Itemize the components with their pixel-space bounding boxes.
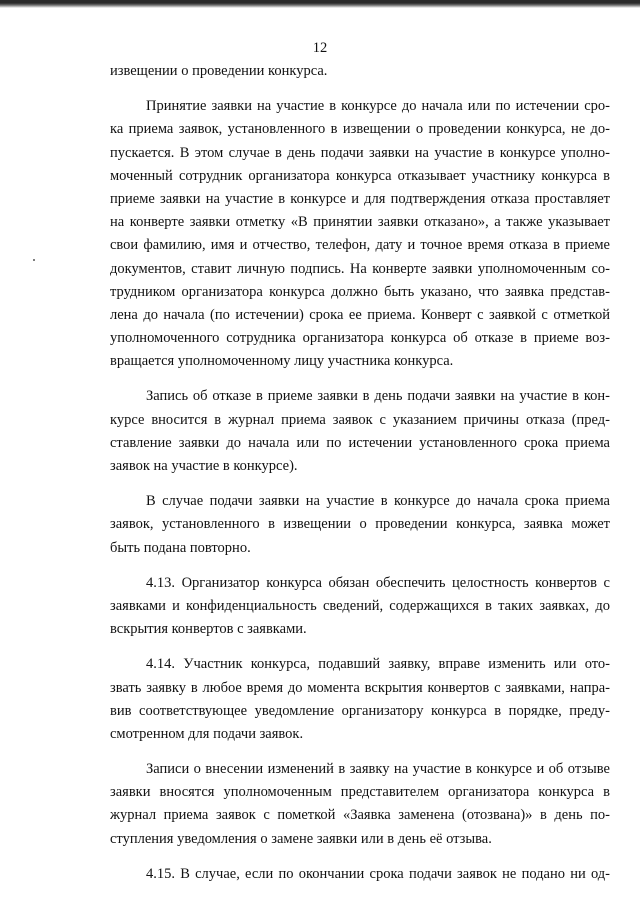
- paragraph: [110, 758, 610, 851]
- text-line: на конверте заявки отметку «В принятии заявки отказано», а также указывает: [110, 214, 610, 231]
- text-line: быть подана повторно.: [110, 539, 251, 556]
- paragraph: [110, 60, 610, 83]
- text-line: вскрытия конвертов с заявками.: [110, 621, 307, 638]
- paragraph: [110, 572, 610, 642]
- paragraph: [110, 653, 610, 746]
- paragraph: [110, 95, 610, 373]
- paragraph: [110, 490, 610, 560]
- text-line: Запись об отказе в приеме заявки в день подачи заявки на участие в кон-: [146, 388, 610, 405]
- text-line: заявки вносятся уполномоченным представителем организатора конкурса в: [110, 784, 610, 801]
- text-line: пускается. В этом случае в день подачи заявки на участие в конкурсе уполно-: [110, 144, 610, 161]
- text-line: Принятие заявки на участие в конкурсе до начала или по истечении сро-: [146, 98, 610, 115]
- text-line: ступления уведомления о замене заявки или в день её отзыва.: [110, 830, 492, 847]
- paragraph: [110, 385, 610, 478]
- text-line: смотренном для подачи заявок.: [110, 725, 304, 742]
- page-number: 12: [312, 40, 328, 56]
- text-line: заявками и конфиденциальность сведений, содержащихся в таких заявках, до: [110, 597, 610, 614]
- text-line: приеме заявки на участие в конкурсе и для подтверждения отказа проставляет: [110, 190, 610, 207]
- text-line: вращается уполномоченному лицу участника конкурса.: [110, 353, 454, 370]
- paragraph: [110, 863, 610, 886]
- text-line: Записи о внесении изменений в заявку на участие в конкурсе и об отзыве: [146, 761, 610, 778]
- text-line: ставление заявки до начала или по истечении установленного срока приема: [110, 434, 610, 451]
- text-line: журнал приема заявок с пометкой «Заявка заменена (отозвана)» в день по-: [110, 807, 610, 824]
- text-line: заявок, установленного в извещении о проведении конкурса, заявка может: [110, 516, 610, 533]
- text-line: свои фамилию, имя и отчество, телефон, дату и точное время отказа в приеме: [110, 237, 610, 254]
- text-line: моченный сотрудник организатора конкурса отказывает участнику конкурса в: [110, 167, 610, 184]
- text-line: 4.13. Организатор конкурса обязан обеспечить целостность конвертов с: [146, 574, 610, 591]
- text-line: 4.15. В случае, если по окончании срока подачи заявок не подано ни од-: [146, 865, 610, 882]
- text-line: извещении о проведении конкурса.: [110, 63, 328, 79]
- document-body: [110, 60, 610, 886]
- text-line: ка приема заявок, установленного в извещении о проведении конкурса, не до-: [110, 121, 610, 138]
- text-line: уполномоченного сотрудника организатора конкурса об отказе в приеме воз-: [110, 330, 610, 347]
- text-line: документов, ставит личную подпись. На конверте заявки уполномоченным со-: [110, 260, 610, 277]
- scan-speck: [33, 259, 35, 261]
- text-line: заявок на участие в конкурсе).: [110, 458, 298, 474]
- text-line: трудником организатора конкурса должно быть указано, что заявка представ-: [110, 283, 610, 300]
- text-line: курсе вносится в журнал приема заявок с указанием причины отказа (пред-: [110, 411, 610, 428]
- text-line: звать заявку в любое время до момента вскрытия конвертов с заявками, напра-: [110, 679, 610, 696]
- text-line: вив соответствующее уведомление организатору конкурса в порядке, преду-: [110, 702, 610, 719]
- text-line: В случае подачи заявки на участие в конкурсе до начала срока приема: [146, 493, 610, 510]
- top-border-line: [0, 0, 640, 8]
- text-line: лена до начала (по истечении) срока ее приема. Конверт с заявкой с отметкой: [110, 306, 610, 323]
- text-line: 4.14. Участник конкурса, подавший заявку, вправе изменить или ото-: [146, 656, 610, 673]
